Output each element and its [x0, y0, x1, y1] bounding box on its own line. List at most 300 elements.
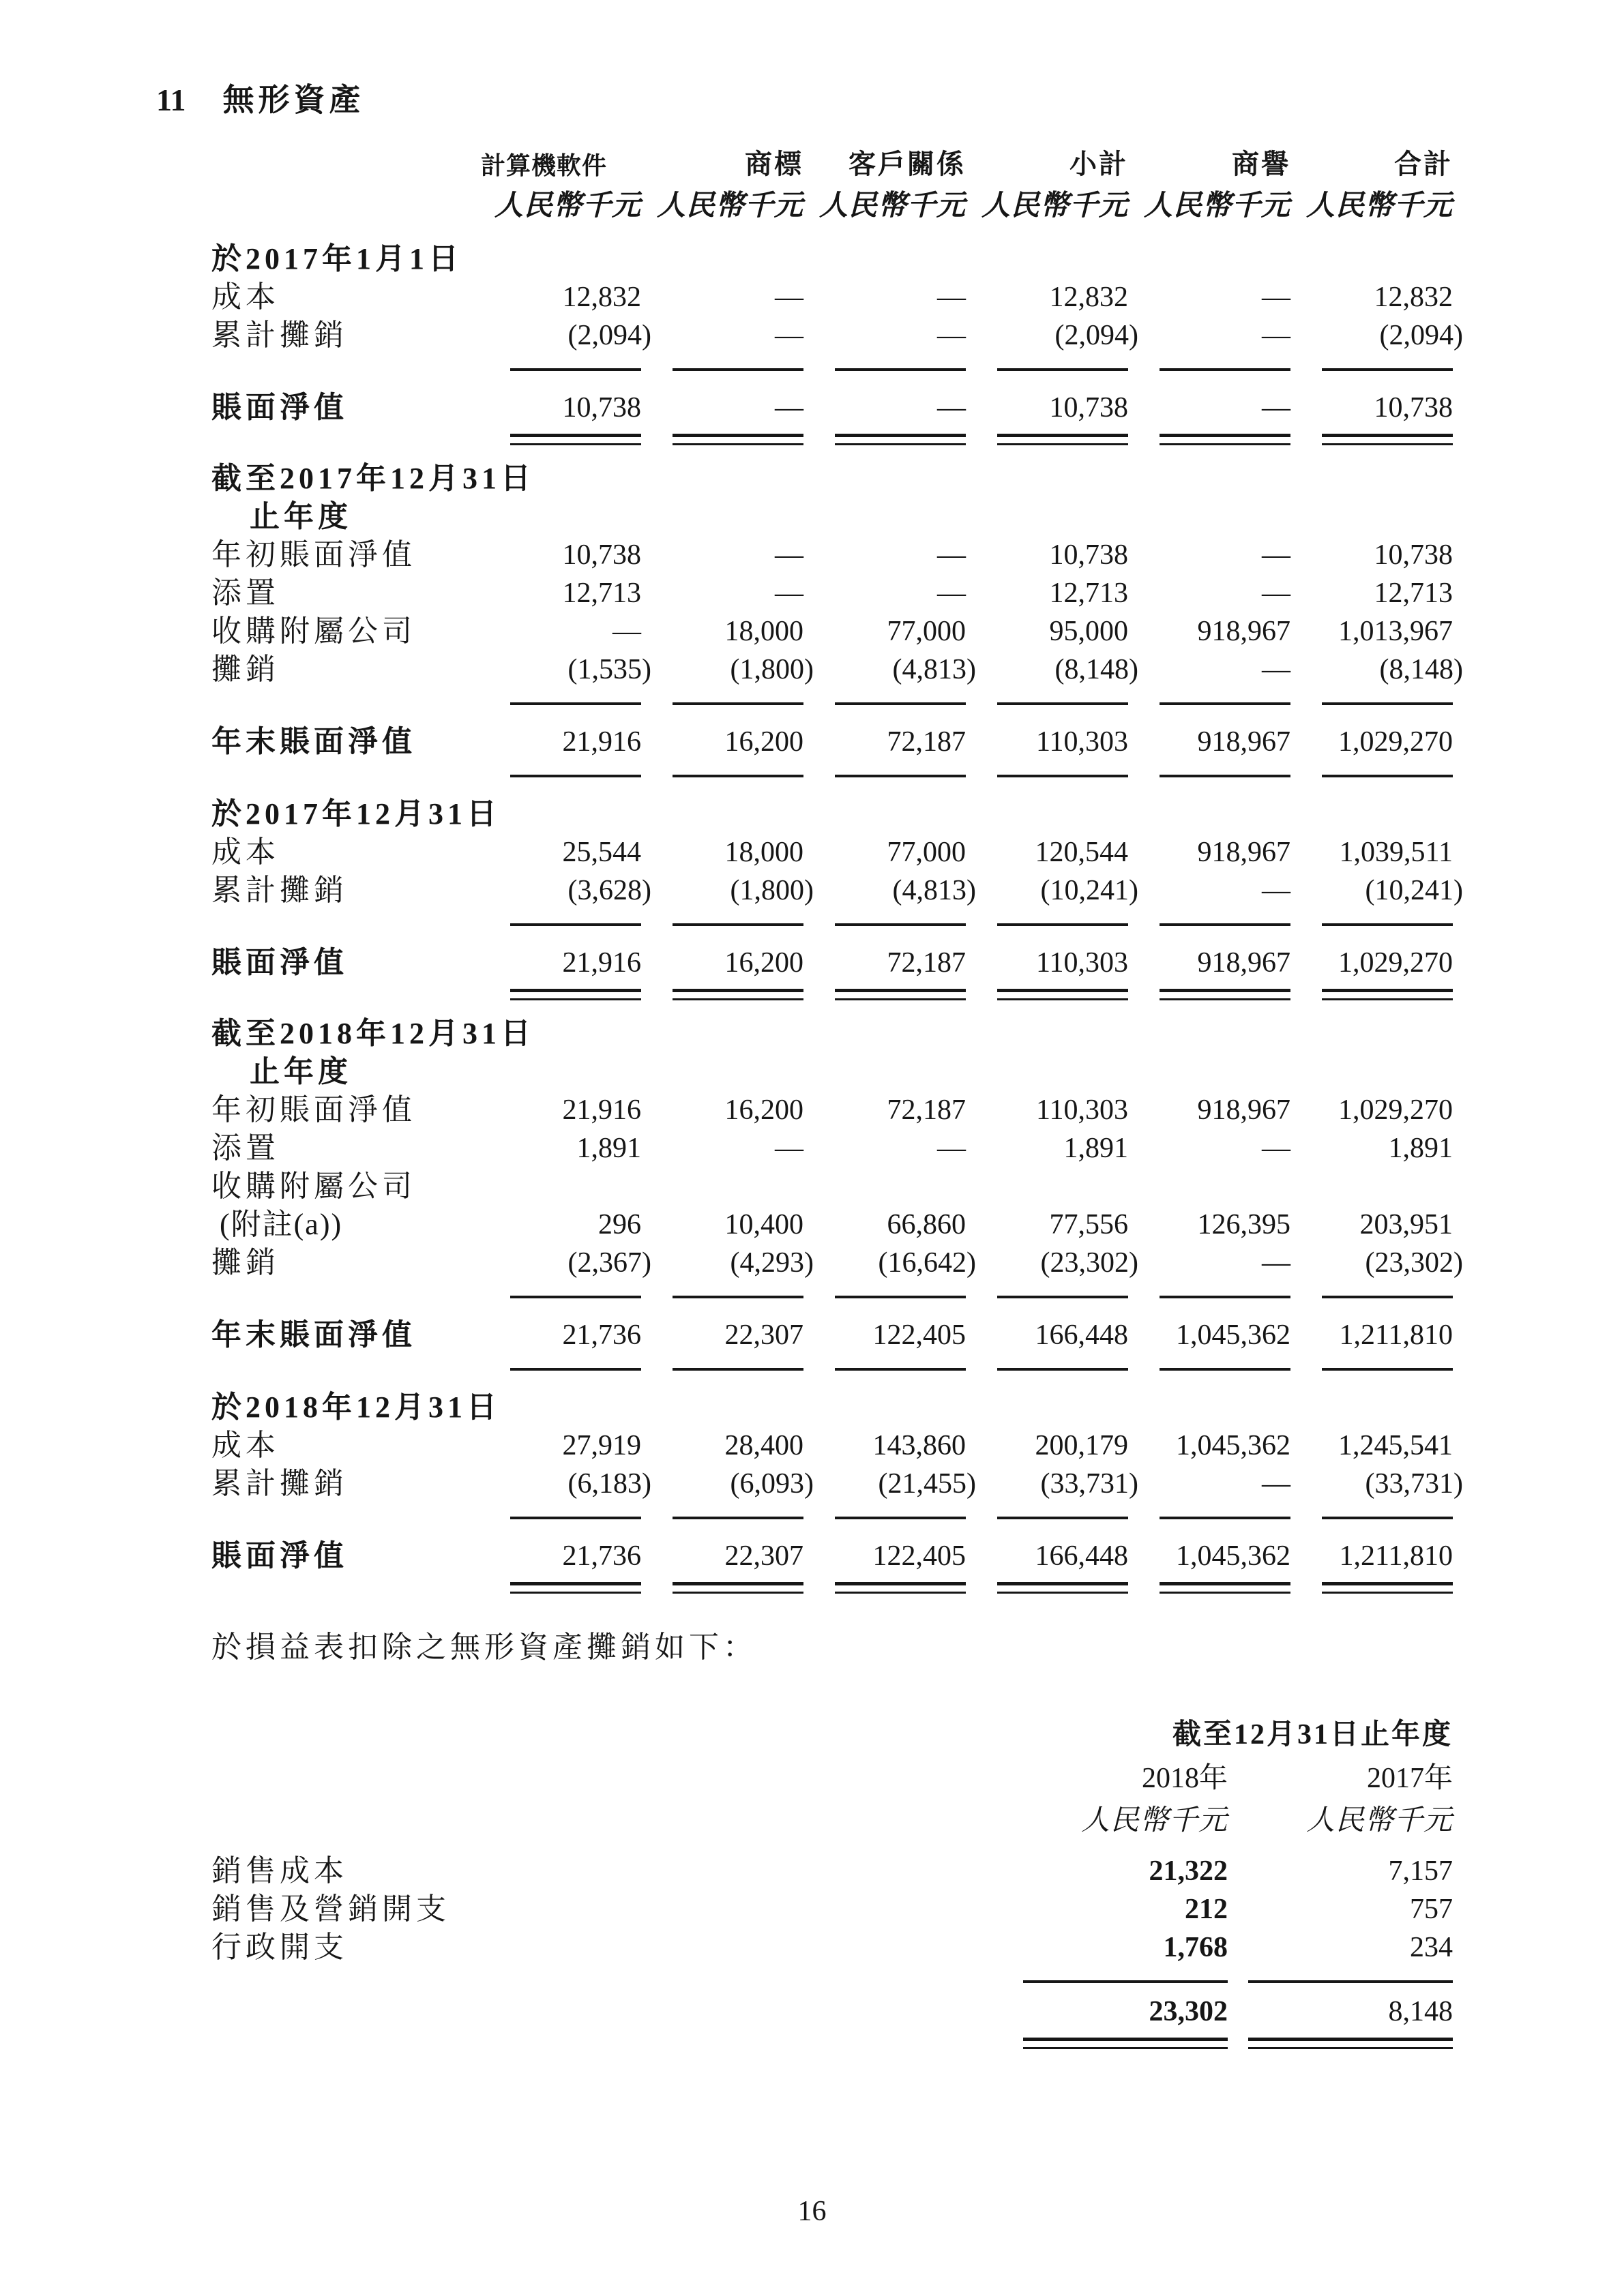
row-label: 收購附屬公司	[211, 614, 416, 648]
cell-value-text: (23,302)	[1365, 1247, 1463, 1279]
cell-value	[1228, 1928, 1453, 1967]
cell-value-text: 122,405	[872, 1320, 966, 1351]
cell-value-text: 72,187	[887, 947, 966, 979]
cell-value-text: —	[1262, 392, 1290, 423]
cell-value-text: 1,891	[576, 1133, 641, 1164]
table-row	[211, 1838, 1453, 1890]
row-label: 賬面淨值	[211, 1539, 348, 1572]
rule-cell	[1228, 2031, 1453, 2055]
cell-value-text: 1,039,511	[1339, 837, 1453, 868]
cell-value-text: —	[1262, 1247, 1290, 1279]
year-header-row	[211, 1753, 1453, 1796]
rule-cell	[1128, 761, 1290, 779]
row-label: 添置	[211, 576, 280, 610]
row-label: 添置	[211, 1131, 280, 1165]
row-label-cell	[211, 372, 477, 427]
cell-value-text: 10,738	[1049, 392, 1128, 423]
single-rule	[835, 1368, 966, 1371]
row-label: 收購附屬公司	[211, 1169, 416, 1203]
cell-value	[818, 1838, 1228, 1890]
cell-value-text: (8,148)	[1379, 654, 1463, 685]
single-rule	[835, 775, 966, 777]
cell-value-text: —	[937, 282, 966, 313]
cell-value	[966, 1427, 1128, 1465]
cell-value	[1128, 1167, 1290, 1244]
cell-value-text: 918,967	[1197, 726, 1290, 758]
section-header-row	[211, 1372, 1453, 1427]
rule-cell	[477, 689, 641, 706]
single-rule	[1322, 1368, 1453, 1371]
cell-value-text: 166,448	[1035, 1540, 1128, 1572]
cell-value-text: 21,736	[562, 1540, 641, 1572]
single-rule	[997, 775, 1128, 777]
unit-header-row	[211, 1796, 1453, 1838]
rule-cell	[966, 1354, 1128, 1372]
cell-value-text: (33,731)	[1365, 1468, 1463, 1500]
cell-value	[1290, 372, 1453, 427]
rule-cell	[818, 2031, 1228, 2055]
rule-cell	[1128, 910, 1290, 927]
row-label: 累計攤銷	[211, 874, 348, 907]
unit-label: 人民幣千元	[656, 190, 803, 222]
amortisation-note: 於損益表扣除之無形資產攤銷如下：	[211, 1630, 757, 1664]
rule-cell	[803, 427, 966, 451]
row-label-cell	[211, 1167, 477, 1244]
cell-value-text: 10,738	[562, 392, 641, 423]
cell-value-text: 12,713	[562, 578, 641, 609]
cell-value-text: 122,405	[872, 1540, 966, 1572]
cell-value	[966, 1091, 1128, 1129]
row-label: (附註(a))	[220, 1208, 343, 1241]
row-label: 成本	[211, 280, 280, 314]
rule-cell	[477, 1282, 641, 1300]
double-rule	[997, 1582, 1128, 1594]
cell-value-text: 918,967	[1197, 837, 1290, 868]
cell-value	[477, 706, 641, 761]
single-rule	[1322, 368, 1453, 371]
row-label-cell	[211, 1091, 477, 1129]
cell-value	[1290, 871, 1463, 910]
cell-value	[1228, 1890, 1453, 1928]
rule-cell	[966, 982, 1128, 1007]
unit-label: 人民幣千元	[1143, 190, 1290, 222]
rule-cell	[1128, 355, 1290, 372]
double-rule	[1160, 1582, 1290, 1594]
cell-value-text: (3,628)	[567, 875, 651, 906]
amortisation-table	[211, 1712, 1453, 2055]
cell-value-text: (2,367)	[567, 1247, 651, 1279]
rule-cell	[477, 427, 641, 451]
cell-value-text: 234	[1410, 1932, 1453, 1963]
cell-value-text: 77,556	[1049, 1209, 1128, 1240]
cell-value	[803, 536, 966, 574]
rule-row	[211, 982, 1453, 1007]
cell-value	[477, 1521, 641, 1575]
row-label-cell	[211, 1129, 477, 1167]
column-header-subtotal: 小計	[1069, 149, 1128, 179]
table-row	[211, 1890, 1453, 1928]
cell-value-text: 1,045,362	[1176, 1320, 1290, 1351]
cell-value	[641, 278, 803, 316]
cell-value	[477, 871, 651, 910]
cell-value	[1128, 1427, 1290, 1465]
row-label-cell	[211, 316, 477, 355]
cell-value-text: —	[1262, 282, 1290, 313]
cell-value-text: —	[1262, 1468, 1290, 1500]
section-label-cell	[211, 224, 1453, 278]
cell-value-text: 200,179	[1035, 1430, 1128, 1461]
cell-value-text: 21,916	[562, 1094, 641, 1126]
cell-value-text: 22,307	[724, 1540, 803, 1572]
rule-spacer-cell	[211, 1503, 477, 1521]
unit-header-row	[211, 181, 1453, 224]
double-rule	[997, 989, 1128, 1000]
row-label: 銷售及營銷開支	[211, 1892, 450, 1926]
rule-spacer-cell	[211, 689, 477, 706]
cell-value-text: —	[937, 392, 966, 423]
section-number: 11	[156, 83, 186, 117]
rule-cell	[1290, 355, 1453, 372]
column-header-computer-software: 計算機軟件	[480, 152, 607, 179]
single-rule	[997, 368, 1128, 371]
cell-value	[1128, 833, 1290, 871]
cell-value-text: 126,395	[1197, 1209, 1290, 1240]
cell-value-text: 1,013,967	[1338, 616, 1453, 647]
cell-value	[641, 1091, 803, 1129]
section-label: 截至2018年12月31日	[211, 1017, 535, 1050]
single-rule	[673, 923, 803, 926]
rule-cell	[641, 355, 803, 372]
rule-cell	[1290, 427, 1453, 451]
page-number: 16	[797, 2196, 827, 2227]
cell-value-text: 95,000	[1049, 616, 1128, 647]
cell-value-text: 918,967	[1197, 616, 1290, 647]
cell-value	[477, 574, 641, 612]
single-rule	[835, 368, 966, 371]
row-label: 成本	[211, 835, 280, 869]
cell-value-text: 72,187	[887, 1094, 966, 1126]
rule-row	[211, 1967, 1453, 1984]
rule-row	[211, 910, 1453, 927]
single-rule	[510, 1517, 641, 1519]
cell-value-text: 12,713	[1374, 578, 1453, 609]
cell-value	[1290, 278, 1453, 316]
cell-value	[803, 316, 966, 355]
corner-cell	[211, 1753, 818, 1796]
rule-spacer-cell	[211, 1282, 477, 1300]
section-label: 止年度	[250, 1055, 352, 1088]
cell-value-text: 12,832	[1049, 282, 1128, 313]
cell-value	[1290, 1244, 1463, 1282]
single-rule	[510, 923, 641, 926]
cell-value	[1290, 1167, 1453, 1244]
table-row	[211, 1091, 1453, 1129]
rule-spacer-cell	[211, 427, 477, 451]
cell-value	[477, 927, 641, 982]
cell-value-text: (8,148)	[1054, 654, 1138, 685]
row-label-cell	[211, 927, 477, 982]
unit-label-2017: 人民幣千元	[1306, 1805, 1453, 1836]
cell-value-text: 28,400	[724, 1430, 803, 1461]
cell-value-text: —	[1262, 578, 1290, 609]
single-rule	[1322, 775, 1453, 777]
double-rule	[673, 1582, 803, 1594]
table-row	[211, 278, 1453, 316]
cell-value	[641, 372, 803, 427]
rule-cell	[1128, 689, 1290, 706]
cell-value-text: —	[937, 539, 966, 571]
rule-cell	[803, 1282, 966, 1300]
cell-value-text: 110,303	[1036, 1094, 1128, 1126]
cell-value-text: 18,000	[724, 837, 803, 868]
row-label-cell	[211, 871, 477, 910]
cell-value-text: (2,094)	[1379, 320, 1463, 351]
cell-value-text: 110,303	[1036, 726, 1128, 758]
cell-value-text: 1,045,362	[1176, 1430, 1290, 1461]
cell-value	[641, 1300, 803, 1354]
cell-value	[1290, 833, 1453, 871]
cell-value	[1290, 651, 1463, 689]
cell-value	[1128, 536, 1290, 574]
cell-value	[1290, 316, 1463, 355]
cell-value	[477, 1129, 641, 1167]
cell-value-text: (33,731)	[1040, 1468, 1138, 1500]
cell-value	[1290, 1091, 1453, 1129]
year-2017-header: 2017年	[1367, 1763, 1453, 1794]
cell-value-text: 10,738	[1374, 392, 1453, 423]
cell-value-text: 918,967	[1197, 1094, 1290, 1126]
cell-value-text: 77,000	[887, 837, 966, 868]
cell-value-text: 10,738	[1374, 539, 1453, 571]
row-label-cell	[211, 278, 477, 316]
cell-value	[803, 1521, 966, 1575]
single-rule	[1160, 702, 1290, 705]
cell-value-text: (1,800)	[730, 654, 814, 685]
double-rule	[673, 434, 803, 445]
cell-value	[641, 316, 803, 355]
single-rule	[510, 1296, 641, 1298]
row-label-cell	[211, 612, 477, 651]
double-rule	[1248, 2038, 1453, 2049]
cell-value	[966, 574, 1128, 612]
table-row	[211, 833, 1453, 871]
cell-value	[1128, 871, 1290, 910]
unit-label: 人民幣千元	[981, 190, 1128, 222]
column-header-total: 合計	[1394, 149, 1453, 179]
cell-value-text: (4,813)	[892, 875, 976, 906]
cell-value-text: 8,148	[1388, 1996, 1453, 2027]
cell-value-text: 72,187	[887, 726, 966, 758]
cell-value-text: 22,307	[724, 1320, 803, 1351]
double-rule	[1322, 1582, 1453, 1594]
cell-value	[1128, 372, 1290, 427]
cell-value	[803, 1427, 966, 1465]
rule-row	[211, 761, 1453, 779]
rule-cell	[641, 427, 803, 451]
table-row	[211, 706, 1453, 761]
cell-value	[641, 1244, 814, 1282]
cell-value-text: 143,860	[872, 1430, 966, 1461]
table-row	[211, 927, 1453, 982]
single-rule	[997, 702, 1128, 705]
cell-value	[966, 706, 1128, 761]
cell-value	[803, 1167, 966, 1244]
cell-value-text: 12,832	[562, 282, 641, 313]
section-heading	[156, 0, 1624, 120]
single-rule	[510, 702, 641, 705]
cell-value	[477, 278, 641, 316]
column-header-trademark: 商標	[745, 149, 803, 179]
rule-spacer-cell	[211, 910, 477, 927]
row-label: 年初賬面淨值	[211, 538, 416, 571]
cell-value-text: 16,200	[724, 1094, 803, 1126]
single-rule	[835, 1296, 966, 1298]
cell-value	[641, 612, 803, 651]
row-label: 銷售成本	[211, 1854, 348, 1888]
cell-value	[641, 1167, 803, 1244]
single-rule	[835, 923, 966, 926]
cell-value	[803, 706, 966, 761]
row-label: 行政開支	[211, 1930, 348, 1964]
cell-value	[477, 316, 651, 355]
single-rule	[1160, 368, 1290, 371]
cell-value	[641, 1427, 803, 1465]
row-label: 賬面淨值	[211, 946, 348, 979]
rule-cell	[803, 910, 966, 927]
rule-cell	[1290, 1282, 1453, 1300]
rule-cell	[477, 1354, 641, 1372]
rule-cell	[477, 982, 641, 1007]
cell-value-text: 21,916	[562, 947, 641, 979]
cell-value-text: —	[775, 1133, 803, 1164]
section-label-cell	[211, 451, 1453, 536]
row-label: 年末賬面淨值	[211, 725, 416, 758]
cell-value	[818, 1890, 1228, 1928]
row-label-cell	[211, 536, 477, 574]
rule-cell	[966, 427, 1128, 451]
single-rule	[1023, 1980, 1228, 1983]
row-label-cell	[211, 1427, 477, 1465]
cell-value-text: —	[1262, 654, 1290, 685]
rule-row	[211, 427, 1453, 451]
double-rule	[1322, 989, 1453, 1000]
cell-value	[1128, 612, 1290, 651]
row-label: 年初賬面淨值	[211, 1093, 416, 1127]
cell-value-text: 1,891	[1063, 1133, 1128, 1164]
cell-value-text: 21,736	[562, 1320, 641, 1351]
table-row	[211, 1300, 1453, 1354]
cell-value	[1290, 536, 1453, 574]
cell-value	[818, 1928, 1228, 1967]
cell-value	[1128, 927, 1290, 982]
cell-value-text: 12,832	[1374, 282, 1453, 313]
cell-value	[966, 536, 1128, 574]
rule-row	[211, 1503, 1453, 1521]
rule-cell	[1290, 689, 1453, 706]
cell-value-text: 10,738	[1049, 539, 1128, 571]
cell-value	[803, 651, 976, 689]
rule-cell	[803, 1354, 966, 1372]
cell-value	[641, 574, 803, 612]
cell-value-text: 7,157	[1388, 1855, 1453, 1887]
cell-value	[477, 833, 641, 871]
cell-value	[966, 871, 1138, 910]
single-rule	[510, 1368, 641, 1371]
cell-value	[1228, 1838, 1453, 1890]
cell-value-text: 120,544	[1035, 837, 1128, 868]
rule-cell	[803, 1575, 966, 1600]
single-rule	[1322, 1517, 1453, 1519]
cell-value	[641, 1129, 803, 1167]
cell-value	[477, 1091, 641, 1129]
cell-value	[966, 927, 1128, 982]
cell-value-text: 918,967	[1197, 947, 1290, 979]
cell-value-text: 212	[1185, 1894, 1228, 1925]
row-label-cell	[211, 1300, 477, 1354]
table-row	[211, 1167, 1453, 1244]
cell-value-text: 66,860	[887, 1209, 966, 1240]
rule-spacer-cell	[211, 1967, 818, 1984]
section-label: 止年度	[250, 500, 352, 533]
unit-label: 人民幣千元	[1305, 190, 1453, 222]
section-label: 截至2017年12月31日	[211, 462, 535, 495]
section-header-row	[211, 224, 1453, 278]
table-row	[211, 574, 1453, 612]
single-rule	[673, 775, 803, 777]
cell-value	[1290, 1300, 1453, 1354]
double-rule	[510, 1582, 641, 1594]
table-row	[211, 871, 1453, 910]
cell-value	[641, 706, 803, 761]
corner-cell	[211, 1796, 818, 1838]
single-rule	[1322, 1296, 1453, 1298]
single-rule	[510, 368, 641, 371]
intangible-assets-table	[211, 138, 1463, 1600]
cell-value	[477, 1300, 641, 1354]
cell-value-text: 296	[598, 1209, 641, 1240]
rule-cell	[1290, 1503, 1453, 1521]
row-label-cell	[211, 1928, 818, 1967]
unit-label: 人民幣千元	[818, 190, 966, 222]
cell-value	[803, 1091, 966, 1129]
single-rule	[997, 1296, 1128, 1298]
rule-cell	[1128, 1354, 1290, 1372]
rule-cell	[803, 1503, 966, 1521]
unit-label-2018: 人民幣千元	[1080, 1805, 1228, 1836]
cell-value-text: —	[775, 578, 803, 609]
cell-value-text: (1,800)	[730, 875, 814, 906]
cell-value	[1128, 1244, 1290, 1282]
rule-cell	[1128, 1282, 1290, 1300]
cell-value	[966, 1129, 1128, 1167]
cell-value	[641, 871, 814, 910]
table-row	[211, 1427, 1453, 1465]
rule-cell	[1290, 761, 1453, 779]
rule-cell	[1290, 1575, 1453, 1600]
cell-value	[803, 574, 966, 612]
rule-cell	[818, 1967, 1228, 1984]
cell-value	[966, 1521, 1128, 1575]
rule-row	[211, 1354, 1453, 1372]
cell-value-text: (16,642)	[878, 1247, 976, 1279]
row-label-cell	[211, 1521, 477, 1575]
double-rule	[510, 989, 641, 1000]
cell-value-text: (6,183)	[567, 1468, 651, 1500]
row-label-cell	[211, 574, 477, 612]
table-row	[211, 1465, 1453, 1503]
table-row	[211, 1244, 1453, 1282]
total-row	[211, 1984, 1453, 2031]
